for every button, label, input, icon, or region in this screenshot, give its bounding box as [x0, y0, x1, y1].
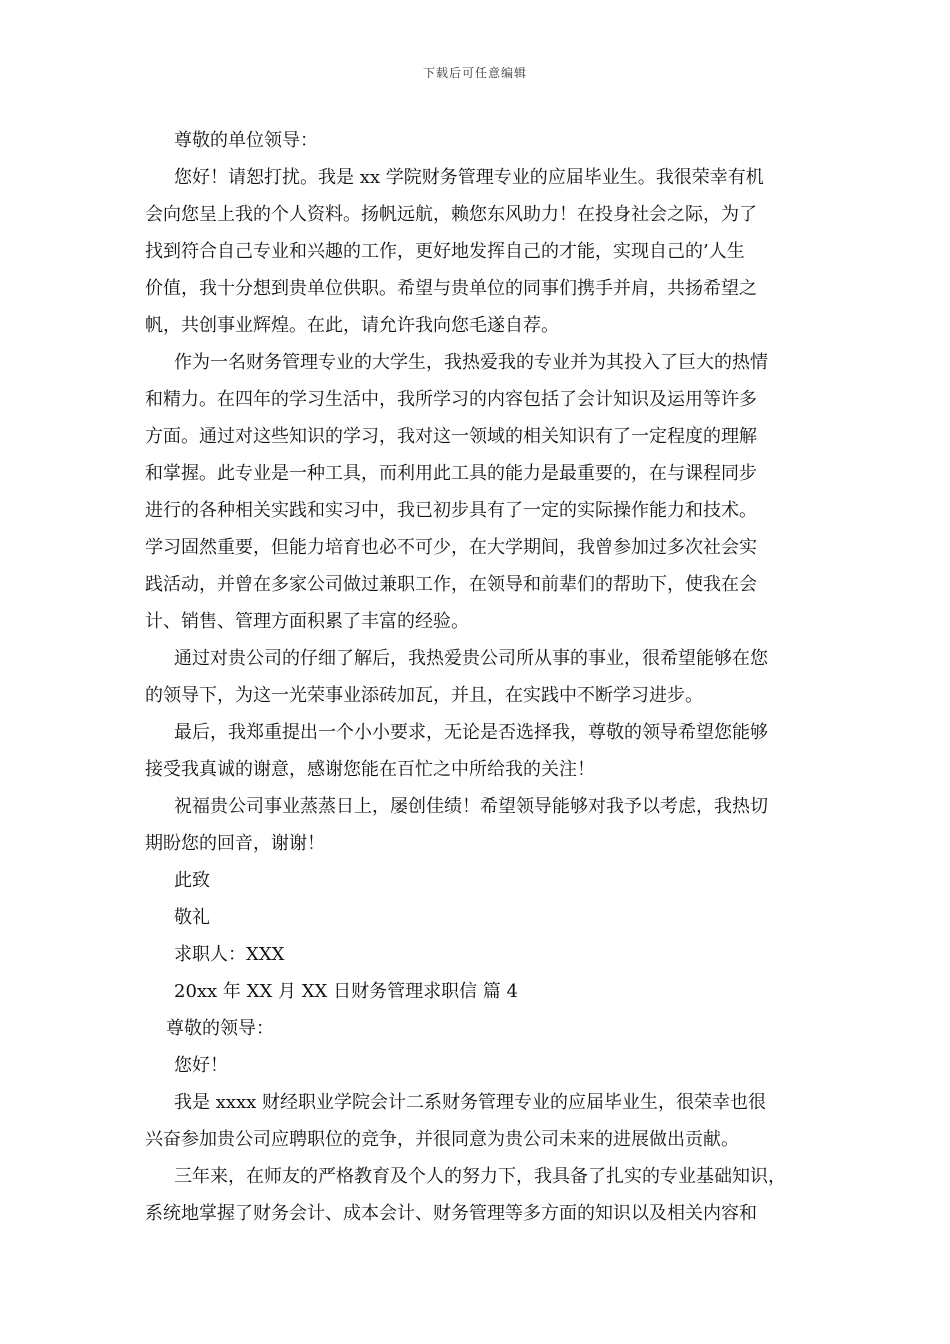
page-header-note: 下载后可任意编辑: [422, 66, 527, 80]
text-line: 尊敬的单位领导：: [174, 130, 318, 151]
text-line: 最后，我郑重提出一个小小要求，无论是否选择我，尊敬的领导希望您能够: [174, 722, 768, 743]
text-line: 和精力。在四年的学习生活中，我所学习的内容包括了会计知识及运用等许多: [145, 389, 757, 410]
text-line: 三年来，在师友的严格教育及个人的努力下，我具备了扎实的专业基础知识，: [174, 1166, 786, 1187]
paragraph: [145, 159, 810, 344]
text-line: 我是 xxxx 财经职业学院会计二系财务管理专业的应届毕业生，很荣幸也很: [174, 1092, 767, 1113]
text-line: 会向您呈上我的个人资料。扬帆远航，赖您东风助力！在投身社会之际，为了: [145, 204, 757, 225]
text-line: 通过对贵公司的仔细了解后，我热爱贵公司所从事的事业，很希望能够在您: [174, 648, 768, 669]
text-line: 和掌握。此专业是一种工具，而利用此工具的能力是最重要的，在与课程同步: [145, 463, 757, 484]
paragraph: [145, 973, 810, 1010]
text-line: 的领导下，为这一光荣事业添砖加瓦，并且，在实践中不断学习进步。: [145, 685, 703, 706]
paragraph: [145, 1084, 810, 1158]
text-line: 计、销售、管理方面积累了丰富的经验。: [145, 611, 469, 632]
paragraph: [145, 899, 810, 936]
text-line: 求职人：XXX: [174, 944, 285, 965]
paragraph: [145, 1047, 810, 1084]
text-line: 20xx 年 XX 月 XX 日财务管理求职信 篇 4: [174, 981, 518, 1002]
text-line: 兴奋参加贵公司应聘职位的竞争，并很同意为贵公司未来的进展做出贡献。: [145, 1129, 739, 1150]
text-line: 您好！: [174, 1055, 228, 1076]
paragraph: [145, 788, 810, 862]
text-line: 您好！请恕打扰。我是 xx 学院财务管理专业的应届毕业生。我很荣幸有机: [174, 167, 764, 188]
paragraph: [145, 1010, 810, 1047]
paragraph: [145, 344, 810, 640]
text-line: 找到符合自己专业和兴趣的工作，更好地发挥自己的才能，实现自己的’人生: [145, 241, 745, 262]
paragraph: [145, 936, 810, 973]
text-line: 祝福贵公司事业蒸蒸日上，屡创佳绩！希望领导能够对我予以考虑，我热切: [174, 796, 768, 817]
text-line: 进行的各种相关实践和实习中，我已初步具有了一定的实际操作能力和技术。: [145, 500, 757, 521]
paragraph: [145, 1158, 810, 1232]
text-line: 接受我真诚的谢意，感谢您能在百忙之中所给我的关注！: [145, 759, 595, 780]
text-line: 尊敬的领导：: [166, 1018, 274, 1039]
letter-body: [145, 122, 810, 1232]
paragraph: [145, 122, 810, 159]
paragraph: [145, 862, 810, 899]
text-line: 价值，我十分想到贵单位供职。希望与贵单位的同事们携手并肩，共扬希望之: [145, 278, 757, 299]
text-line: 帆，共创事业辉煌。在此，请允许我向您毛遂自荐。: [145, 315, 559, 336]
text-line: 期盼您的回音，谢谢！: [145, 833, 325, 854]
text-line: 敬礼: [174, 907, 210, 928]
paragraph: [145, 714, 810, 788]
text-line: 此致: [174, 870, 210, 891]
text-line: 践活动，并曾在多家公司做过兼职工作，在领导和前辈们的帮助下，使我在会: [145, 574, 757, 595]
text-line: 学习固然重要，但能力培育也必不可少，在大学期间，我曾参加过多次社会实: [145, 537, 757, 558]
text-line: 作为一名财务管理专业的大学生，我热爱我的专业并为其投入了巨大的热情: [174, 352, 768, 373]
text-line: 系统地掌握了财务会计、成本会计、财务管理等多方面的知识以及相关内容和: [145, 1203, 757, 1224]
paragraph: [145, 640, 810, 714]
text-line: 方面。通过对这些知识的学习，我对这一领域的相关知识有了一定程度的理解: [145, 426, 757, 447]
